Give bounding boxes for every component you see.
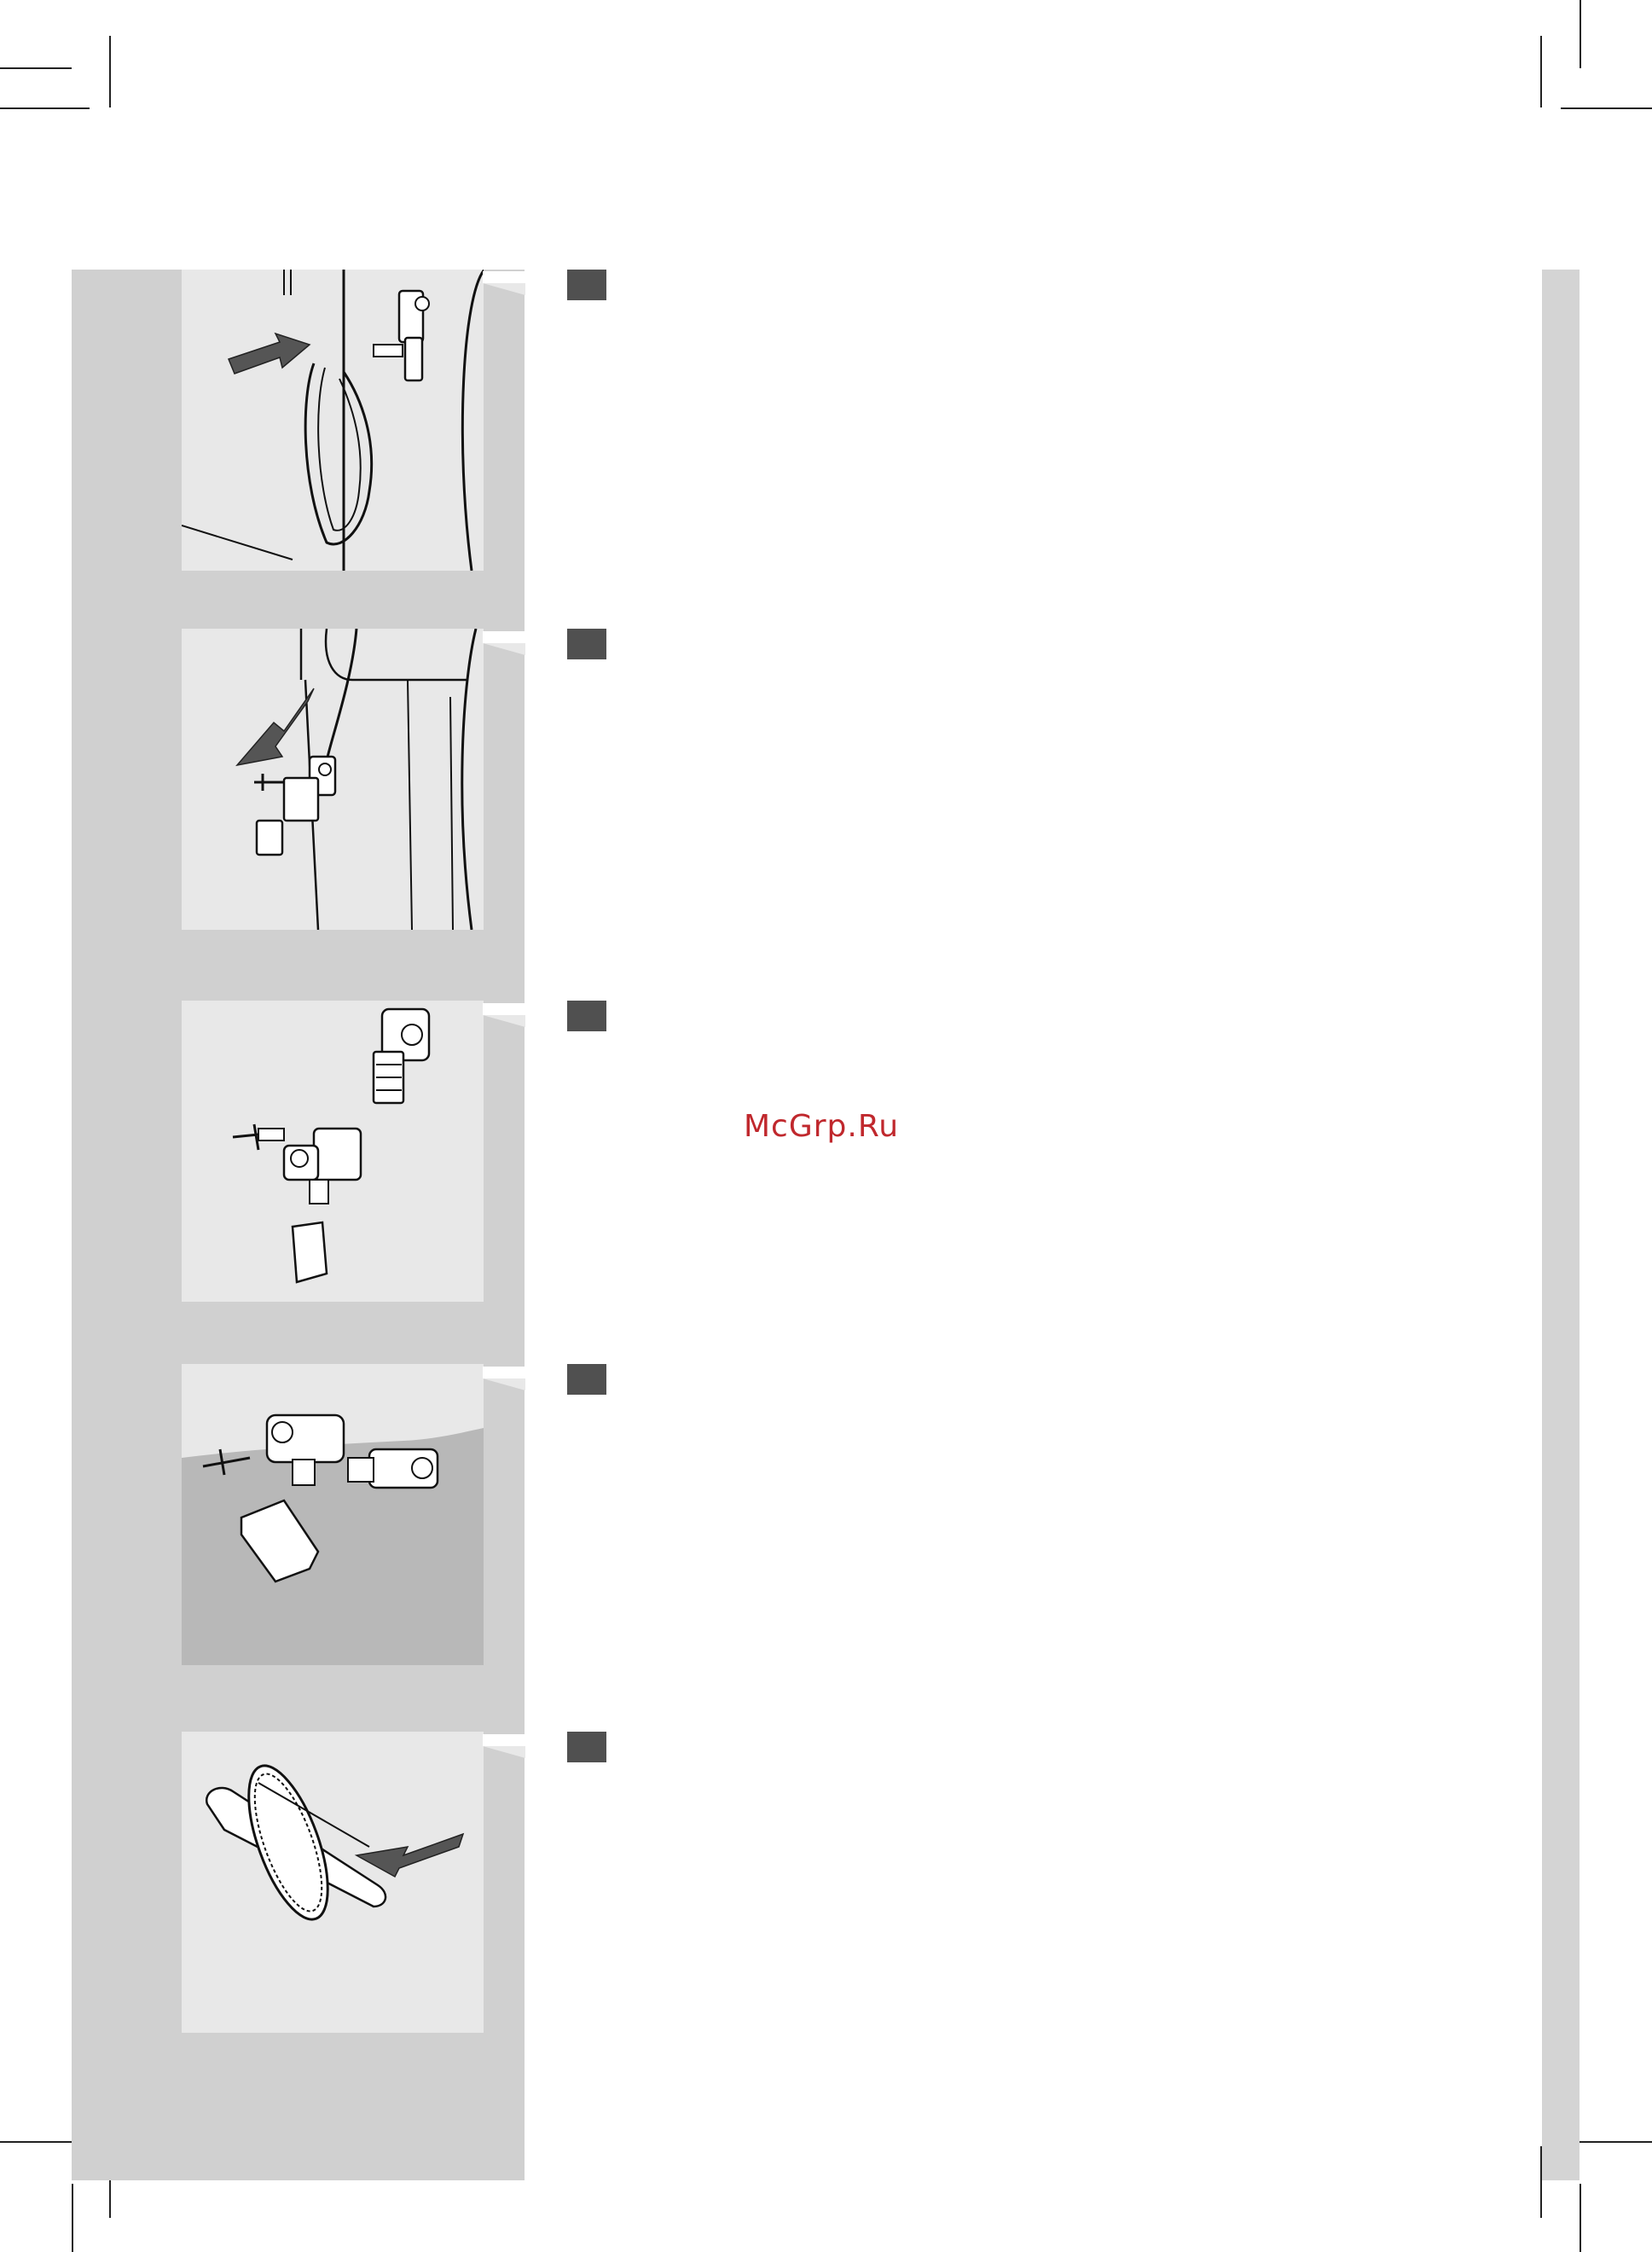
page-edge-strip xyxy=(1542,270,1580,2180)
connector-removal-icon xyxy=(182,629,484,930)
step-2-illustration xyxy=(182,629,484,930)
step-pointer xyxy=(483,1003,525,1037)
watermark-text: McGrp.Ru xyxy=(744,1109,900,1144)
crop-mark xyxy=(0,67,72,69)
crop-mark xyxy=(1580,2184,1581,2252)
step-pointer xyxy=(483,631,525,665)
machine-side-hose-pull-icon xyxy=(182,270,484,571)
step-pointer xyxy=(483,1734,525,1768)
gear-shaft-insert-icon xyxy=(182,1732,484,2033)
crop-mark xyxy=(0,107,90,109)
step-4-illustration xyxy=(182,1364,484,1665)
step-4-number-box xyxy=(567,1364,606,1395)
connector-parts-exploded-icon xyxy=(182,1001,484,1302)
crop-mark xyxy=(1561,107,1652,109)
crop-mark xyxy=(1540,36,1542,107)
step-5-illustration xyxy=(182,1732,484,2033)
connector-parts-in-water-icon xyxy=(182,1364,484,1665)
crop-mark xyxy=(72,2184,73,2252)
step-pointer xyxy=(483,271,525,305)
step-5-number-box xyxy=(567,1732,606,1762)
step-3-illustration xyxy=(182,1001,484,1302)
crop-mark xyxy=(109,36,111,107)
step-2-number-box xyxy=(567,629,606,659)
crop-mark xyxy=(1580,0,1581,68)
step-3-number-box xyxy=(567,1001,606,1031)
step-1-illustration xyxy=(182,270,484,571)
step-1-number-box xyxy=(567,270,606,300)
step-pointer xyxy=(483,1367,525,1401)
